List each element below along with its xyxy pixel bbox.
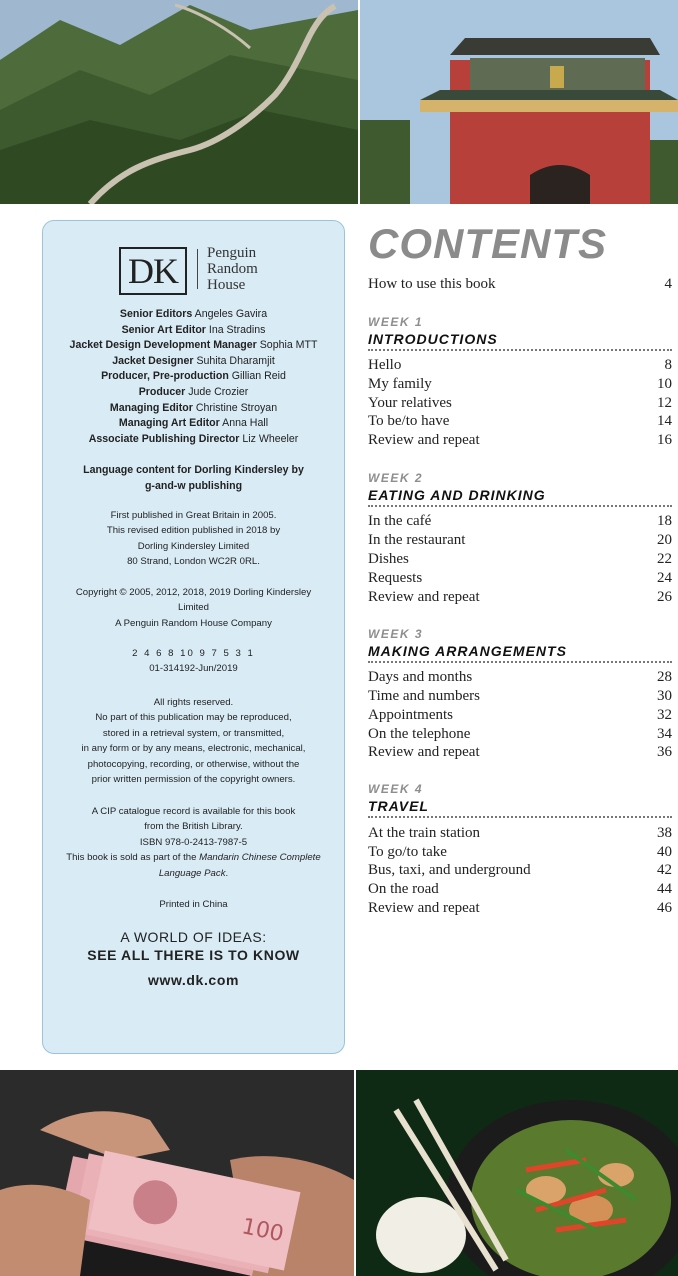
- toc-entry[interactable]: Bus, taxi, and underground 42: [368, 862, 672, 878]
- toc-entry[interactable]: On the road 44: [368, 881, 672, 897]
- dk-penguin-random-house-logo: [119, 243, 289, 299]
- section-heading: INTRODUCTIONS: [368, 331, 672, 351]
- photo-banknotes: [0, 1070, 354, 1276]
- credit-line: Producer, Pre-production Gillian Reid: [101, 370, 286, 383]
- logo-divider: [197, 249, 198, 289]
- credit-line: Producer Jude Crozier: [138, 385, 249, 398]
- section-heading: TRAVEL: [368, 798, 672, 818]
- credit-line: Associate Publishing Director Liz Wheeler: [88, 432, 299, 445]
- toc-entry[interactable]: In the restaurant 20: [368, 532, 672, 548]
- rights-notice: All rights reserved. No part of this publication may be reproduced, stored in a retrieval system, or transmitted, in any form or by any means, electronic, mechanical, photocopying, recording, or otherwise, without the prior written permission of the copyright owners.: [81, 697, 306, 786]
- toc-entry[interactable]: Review and repeat 16: [368, 432, 672, 448]
- toc-entry[interactable]: Review and repeat 26: [368, 589, 672, 605]
- publication-info: First published in Great Britain in 2005. This revised edition published in 2018 by Dorling Kindersley Limited 80 Strand, London WC2R 0RL.: [106, 510, 281, 568]
- toc-entry[interactable]: Hello 8: [368, 357, 672, 373]
- credit-line: Senior Art Editor Ina Stradins: [121, 323, 266, 336]
- print-codes: 2 4 6 8 10 9 7 5 3 1 01-314192-Jun/2019: [132, 648, 255, 675]
- photo-great-wall: [0, 0, 358, 204]
- toc-entry[interactable]: Review and repeat 36: [368, 744, 672, 760]
- toc-entry[interactable]: On the telephone 34: [368, 726, 672, 742]
- credit-line: Senior Editors Angeles Gavira: [119, 308, 268, 320]
- toc-entry[interactable]: Days and months 28: [368, 669, 672, 685]
- section-heading: EATING AND DRINKING: [368, 487, 672, 507]
- printed-in: Printed in China: [159, 899, 228, 910]
- language-credit: Language content for Dorling Kindersley by g-and-w publishing: [83, 464, 304, 492]
- contents-title: CONTENTS: [368, 220, 607, 267]
- toc-entry[interactable]: At the train station 38: [368, 825, 672, 841]
- toc-entry[interactable]: Requests 24: [368, 570, 672, 586]
- credit-line: Managing Art Editor Anna Hall: [118, 417, 269, 430]
- toc-entry[interactable]: How to use this book 4: [368, 276, 672, 292]
- week-label: WEEK 2: [368, 471, 424, 485]
- staff-credits: [43, 307, 344, 447]
- photo-food-bowl: [356, 1070, 678, 1276]
- slogan-line-2: SEE ALL THERE IS TO KNOW: [87, 947, 300, 963]
- dk-logo-mark: DK: [119, 247, 187, 295]
- section-heading: MAKING ARRANGEMENTS: [368, 643, 672, 663]
- toc-entry[interactable]: To be/to have 14: [368, 413, 672, 429]
- toc-entry[interactable]: Dishes 22: [368, 551, 672, 567]
- toc-entry[interactable]: To go/to take 40: [368, 844, 672, 860]
- credit-line: Jacket Design Development Manager Sophia MTT: [69, 339, 318, 352]
- website-link[interactable]: www.dk.com: [147, 972, 240, 988]
- cip-record: A CIP catalogue record is available for this book from the British Library. ISBN 978-0-2413-7987-5 This book is sold as part of the Mandarin Chinese Complete Language Pack.: [66, 806, 321, 879]
- toc-entry[interactable]: My family 10: [368, 376, 672, 392]
- prh-wordmark: Penguin Random House: [207, 245, 258, 293]
- copyright-info: Copyright © 2005, 2012, 2018, 2019 Dorling Kindersley Limited A Penguin Random House Company: [75, 587, 312, 629]
- toc-entry[interactable]: Your relatives 12: [368, 395, 672, 411]
- week-label: WEEK 3: [368, 627, 424, 641]
- slogan-line-1: A WORLD OF IDEAS:: [120, 929, 267, 945]
- toc-entry[interactable]: Review and repeat 46: [368, 900, 672, 916]
- week-label: WEEK 4: [368, 782, 424, 796]
- toc-entry[interactable]: Time and numbers 30: [368, 688, 672, 704]
- toc-entry[interactable]: Appointments 32: [368, 707, 672, 723]
- photo-pagoda: [360, 0, 678, 204]
- week-label: WEEK 1: [368, 315, 424, 329]
- credit-line: Jacket Designer Suhita Dharamjit: [112, 354, 275, 367]
- svg-text:100: 100: [239, 1214, 286, 1248]
- credit-line: Managing Editor Christine Stroyan: [109, 401, 278, 414]
- toc-entry[interactable]: In the café 18: [368, 513, 672, 529]
- imprint-card: [42, 220, 345, 1054]
